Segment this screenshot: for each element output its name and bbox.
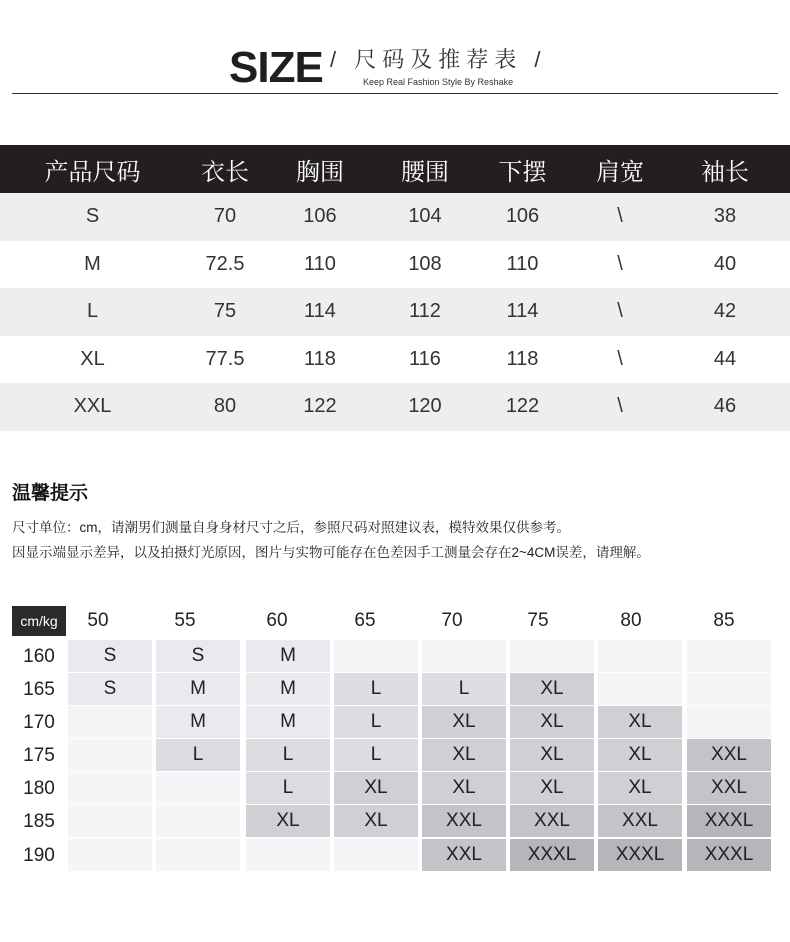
- grid-cell: [510, 640, 594, 672]
- grid-cell: L: [334, 706, 418, 738]
- grid-cell: M: [246, 640, 330, 672]
- col-header-chest: 胸围: [296, 158, 344, 186]
- grid-cell: XXL: [422, 805, 506, 837]
- cell-sleeve: 38: [713, 205, 737, 228]
- grid-cell: [68, 739, 152, 771]
- cell-length: 75: [213, 300, 237, 323]
- size-title: SIZE: [229, 43, 323, 92]
- grid-cell: [156, 839, 240, 871]
- tips-title: 温馨提示: [12, 483, 89, 504]
- weight-label: 65: [354, 610, 376, 631]
- weight-label: 70: [441, 610, 463, 631]
- header-divider: [12, 93, 778, 94]
- grid-cell: [334, 640, 418, 672]
- cell-sleeve: 44: [713, 347, 737, 370]
- cell-waist: 104: [408, 205, 442, 228]
- grid-cell: L: [156, 739, 240, 771]
- weight-label: 85: [713, 610, 735, 631]
- height-label: 185: [23, 811, 55, 832]
- cell-waist: 120: [408, 395, 442, 418]
- cell-waist: 116: [409, 347, 441, 370]
- grid-cell: XXL: [687, 739, 771, 771]
- cell-sleeve: 46: [713, 395, 737, 418]
- table-row: [0, 383, 790, 431]
- grid-cell: S: [68, 673, 152, 705]
- size-table-header: [0, 145, 790, 193]
- cell-hem: 106: [505, 205, 540, 228]
- grid-cell: XL: [246, 805, 330, 837]
- grid-cell: [598, 640, 682, 672]
- grid-cell: [68, 805, 152, 837]
- height-label: 175: [23, 745, 55, 766]
- grid-cell: XL: [334, 772, 418, 804]
- cell-length: 72.5: [205, 252, 245, 275]
- weight-label: 50: [87, 610, 109, 631]
- table-row: [0, 193, 790, 241]
- cell-shoulder: \: [617, 347, 623, 370]
- grid-cell: XL: [422, 706, 506, 738]
- cell-shoulder: \: [617, 395, 623, 418]
- grid-cell: XL: [598, 706, 682, 738]
- cell-chest: 110: [304, 252, 336, 275]
- grid-cell: L: [246, 739, 330, 771]
- grid-cell: M: [156, 673, 240, 705]
- grid-cell: L: [334, 673, 418, 705]
- grid-cell: XL: [334, 805, 418, 837]
- cell-size: XL: [80, 347, 105, 370]
- grid-cell: [246, 839, 330, 871]
- cell-waist: 108: [408, 252, 442, 275]
- grid-cell: [687, 706, 771, 738]
- grid-cell: [687, 673, 771, 705]
- grid-cell: M: [246, 706, 330, 738]
- weight-label: 60: [266, 610, 288, 631]
- cell-chest: 118: [304, 347, 336, 370]
- grid-cell: [598, 673, 682, 705]
- cell-size: M: [84, 252, 101, 275]
- cell-length: 80: [213, 395, 237, 418]
- cell-size: XXL: [73, 395, 112, 418]
- grid-cell: L: [334, 739, 418, 771]
- grid-cell: S: [68, 640, 152, 672]
- cell-chest: 122: [303, 395, 337, 418]
- cell-hem: 110: [506, 252, 539, 275]
- weight-label: 75: [527, 610, 549, 631]
- cell-hem: 118: [506, 347, 539, 370]
- cell-size: S: [85, 205, 100, 228]
- grid-cell: XXXL: [687, 839, 771, 871]
- grid-cell: XL: [422, 772, 506, 804]
- size-chart-title-cn: / 尺码及推荐表 /: [330, 47, 547, 72]
- grid-cell: XXXL: [687, 805, 771, 837]
- col-header-length: 衣长: [201, 158, 249, 186]
- cell-sleeve: 42: [713, 300, 737, 323]
- height-label: 180: [23, 778, 55, 799]
- grid-cell: XXL: [510, 805, 594, 837]
- table-row: [0, 288, 790, 336]
- grid-cell: [68, 772, 152, 804]
- grid-cell: XL: [422, 739, 506, 771]
- grid-cell: XXL: [598, 805, 682, 837]
- table-row: [0, 336, 790, 384]
- grid-cell: XL: [510, 706, 594, 738]
- grid-cell: XXXL: [510, 839, 594, 871]
- cell-shoulder: \: [617, 205, 623, 228]
- grid-cell: L: [246, 772, 330, 804]
- grid-cell: [687, 640, 771, 672]
- grid-cell: XL: [510, 772, 594, 804]
- grid-cell: [156, 805, 240, 837]
- grid-corner-label: cm/kg: [12, 606, 66, 636]
- grid-cell: [422, 640, 506, 672]
- cell-hem: 114: [506, 300, 539, 323]
- grid-cell: [68, 839, 152, 871]
- table-row: [0, 241, 790, 289]
- height-label: 170: [23, 712, 55, 733]
- cell-chest: 106: [303, 205, 337, 228]
- tips-line-2: 因显示端显示差异，以及拍摄灯光原因，图片与实物可能存在色差因手工测量会存在2~4CM误差，请理解。: [12, 545, 650, 560]
- size-table: [0, 145, 790, 431]
- col-header-shoulder: 肩宽: [596, 158, 644, 186]
- grid-cell: XL: [598, 772, 682, 804]
- col-header-hem: 下摆: [498, 158, 547, 186]
- cell-shoulder: \: [617, 300, 623, 323]
- tips-line-1: 尺寸单位：cm，请潮男们测量自身身材尺寸之后，参照尺码对照建议表，模特效果仅供参考。: [12, 520, 570, 535]
- cell-hem: 122: [505, 395, 540, 418]
- weight-label: 80: [620, 610, 642, 631]
- height-label: 160: [23, 646, 55, 667]
- grid-cell: M: [156, 706, 240, 738]
- cell-waist: 112: [409, 300, 441, 323]
- cell-sleeve: 40: [713, 252, 737, 275]
- grid-cell: S: [156, 640, 240, 672]
- grid-cell: [68, 706, 152, 738]
- grid-cell: XXL: [422, 839, 506, 871]
- grid-cell: [156, 772, 240, 804]
- height-label: 190: [23, 845, 55, 866]
- grid-cell: XL: [598, 739, 682, 771]
- weight-label: 55: [174, 610, 196, 631]
- cell-size: L: [86, 300, 99, 323]
- col-header-size: 产品尺码: [44, 158, 141, 186]
- grid-cell: XL: [510, 739, 594, 771]
- grid-cell: XXXL: [598, 839, 682, 871]
- grid-cell: XXL: [687, 772, 771, 804]
- grid-cell: [334, 839, 418, 871]
- cell-length: 70: [213, 205, 237, 228]
- col-header-sleeve: 袖长: [701, 158, 749, 186]
- page-header: [0, 40, 790, 95]
- col-header-waist: 腰围: [401, 158, 449, 186]
- cell-chest: 114: [304, 300, 336, 323]
- grid-cell: L: [422, 673, 506, 705]
- height-label: 165: [23, 679, 55, 700]
- grid-cell: M: [246, 673, 330, 705]
- cell-length: 77.5: [205, 347, 245, 370]
- grid-cell: XL: [510, 673, 594, 705]
- cell-shoulder: \: [617, 252, 623, 275]
- brand-subtitle: Keep Real Fashion Style By Reshake: [363, 77, 514, 87]
